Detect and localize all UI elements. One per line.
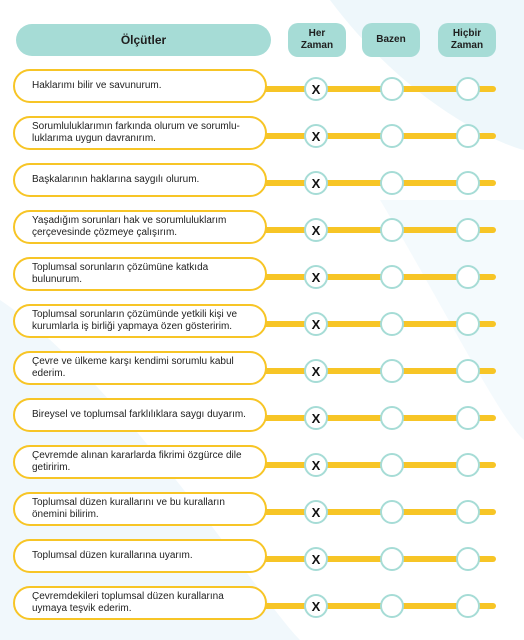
criteria-statement	[13, 304, 267, 338]
check-mark: X	[311, 128, 321, 144]
check-mark: X	[311, 269, 321, 285]
criteria-statement	[13, 116, 267, 150]
check-mark: X	[311, 598, 321, 614]
criteria-statement	[13, 586, 267, 620]
answer-circle-always[interactable]	[304, 171, 328, 195]
criteria-row	[0, 257, 524, 297]
answer-circle-always[interactable]	[304, 124, 328, 148]
answer-circle-never[interactable]	[456, 359, 480, 383]
criteria-statement-text: Çevremde alınan kararlarda fikrimi özgürce dile getiririm.	[32, 450, 242, 473]
answer-circle-always[interactable]	[304, 359, 328, 383]
answer-circle-never[interactable]	[456, 594, 480, 618]
answer-circle-never[interactable]	[456, 218, 480, 242]
criteria-statement-text: Haklarımı bilir ve savunurum.	[32, 80, 162, 91]
criteria-row	[0, 210, 524, 250]
answer-circle-never[interactable]	[456, 124, 480, 148]
criteria-statement-text: Başkalarının haklarına saygılı olurum.	[32, 174, 200, 185]
answer-circle-sometimes[interactable]	[380, 406, 404, 430]
answer-circle-always[interactable]	[304, 265, 328, 289]
criteria-statement-text: Çevre ve ülkeme karşı kendimi sorumlu kabul ederim.	[32, 356, 234, 379]
answer-circle-sometimes[interactable]	[380, 547, 404, 571]
check-mark: X	[311, 551, 321, 567]
criteria-statement-text: Çevremdekileri toplumsal düzen kurallarına uymaya teşvik ederim.	[32, 591, 224, 614]
answer-circle-always[interactable]	[304, 218, 328, 242]
criteria-statement-text: Toplumsal sorunların çözümünde yetkili kişi ve kurumlarla iş birliği yapmaya özen gösteririm.	[32, 309, 238, 332]
criteria-row	[0, 586, 524, 626]
answer-circle-never[interactable]	[456, 171, 480, 195]
answer-circle-sometimes[interactable]	[380, 500, 404, 524]
criteria-row	[0, 351, 524, 391]
check-mark: X	[311, 457, 321, 473]
criteria-row	[0, 539, 524, 579]
check-mark: X	[311, 316, 321, 332]
answer-circle-sometimes[interactable]	[380, 77, 404, 101]
answer-circle-sometimes[interactable]	[380, 265, 404, 289]
answer-circle-always[interactable]	[304, 547, 328, 571]
criteria-statement-text: Sorumluluklarımın farkında olurum ve sorumlu- luklarıma uygun davranırım.	[32, 121, 240, 144]
check-mark: X	[311, 363, 321, 379]
answer-circle-always[interactable]	[304, 406, 328, 430]
answer-circle-never[interactable]	[456, 453, 480, 477]
criteria-row	[0, 163, 524, 203]
criteria-statement-text: Yaşadığım sorunları hak ve sorumluluklarım çerçevesinde çözmeye çalışırım.	[32, 215, 227, 238]
answer-circle-sometimes[interactable]	[380, 124, 404, 148]
criteria-statement	[13, 163, 267, 197]
answer-circle-never[interactable]	[456, 547, 480, 571]
criteria-statement	[13, 69, 267, 103]
criteria-statement-text: Toplumsal sorunların çözümüne katkıda bulunurum.	[32, 262, 209, 285]
answer-circle-never[interactable]	[456, 265, 480, 289]
answer-circle-sometimes[interactable]	[380, 453, 404, 477]
answer-circle-sometimes[interactable]	[380, 312, 404, 336]
check-mark: X	[311, 222, 321, 238]
criteria-statement	[13, 492, 267, 526]
criteria-row	[0, 445, 524, 485]
answer-circle-never[interactable]	[456, 500, 480, 524]
check-mark: X	[311, 81, 321, 97]
answer-circle-never[interactable]	[456, 77, 480, 101]
answer-circle-never[interactable]	[456, 406, 480, 430]
criteria-statement	[13, 210, 267, 244]
criteria-row	[0, 69, 524, 109]
answer-circle-never[interactable]	[456, 312, 480, 336]
column-header-sometimes: Bazen	[362, 23, 420, 57]
criteria-row	[0, 116, 524, 156]
criteria-row	[0, 492, 524, 532]
answer-circle-sometimes[interactable]	[380, 171, 404, 195]
criteria-statement-text: Bireysel ve toplumsal farklılıklara saygı duyarım.	[32, 409, 246, 420]
answer-circle-always[interactable]	[304, 312, 328, 336]
column-header-never: Hiçbir Zaman	[438, 23, 496, 57]
answer-circle-sometimes[interactable]	[380, 218, 404, 242]
check-mark: X	[311, 410, 321, 426]
criteria-statement	[13, 398, 267, 432]
criteria-statement	[13, 445, 267, 479]
criteria-statement-text: Toplumsal düzen kurallarını ve bu kuralların önemini bilirim.	[32, 497, 225, 520]
check-mark: X	[311, 175, 321, 191]
criteria-statement-text: Toplumsal düzen kurallarına uyarım.	[32, 550, 193, 561]
answer-circle-always[interactable]	[304, 77, 328, 101]
answer-circle-always[interactable]	[304, 500, 328, 524]
criteria-row	[0, 398, 524, 438]
criteria-statement	[13, 351, 267, 385]
answer-circle-always[interactable]	[304, 453, 328, 477]
criteria-row	[0, 304, 524, 344]
answer-circle-always[interactable]	[304, 594, 328, 618]
criteria-header-label: Ölçütler	[120, 33, 167, 47]
criteria-statement	[13, 539, 267, 573]
criteria-header	[16, 24, 271, 56]
answer-circle-sometimes[interactable]	[380, 594, 404, 618]
answer-circle-sometimes[interactable]	[380, 359, 404, 383]
criteria-statement	[13, 257, 267, 291]
column-header-always: Her Zaman	[288, 23, 346, 57]
check-mark: X	[311, 504, 321, 520]
